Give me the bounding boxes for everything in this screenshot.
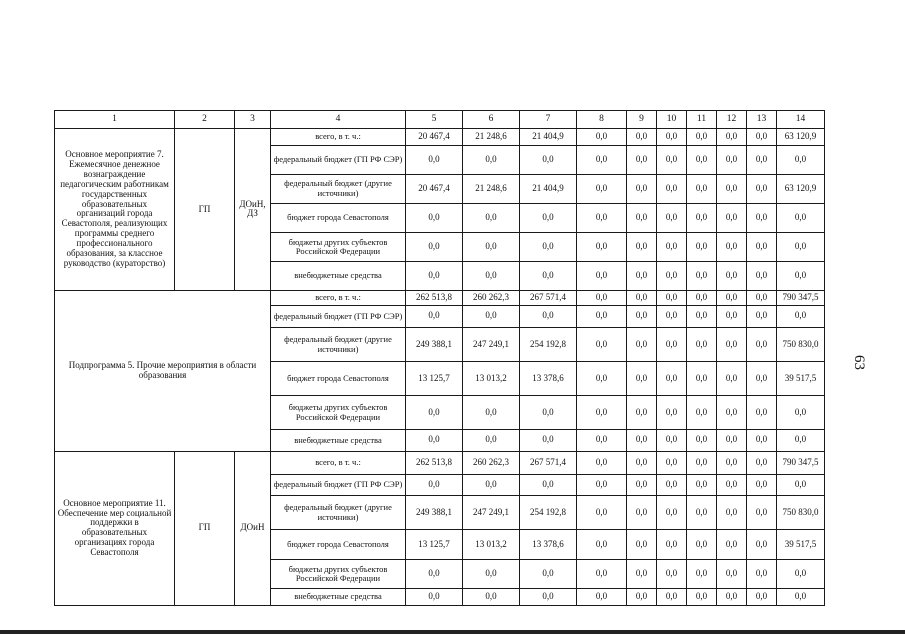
value-cell: 0,0: [747, 290, 777, 305]
value-cell: 0,0: [747, 305, 777, 327]
value-cell: 254 192,8: [520, 496, 577, 530]
table-row: [55, 290, 825, 305]
value-cell: 750 830,0: [777, 328, 825, 362]
value-cell: 0,0: [777, 430, 825, 451]
value-cell: 0,0: [406, 262, 463, 291]
value-cell: 0,0: [627, 496, 657, 530]
funding-source: всего, в т. ч.:: [271, 129, 406, 146]
value-cell: 0,0: [406, 588, 463, 605]
responsible-code: ГП: [175, 451, 235, 605]
funding-source: внебюджетные средства: [271, 430, 406, 451]
value-cell: 0,0: [627, 588, 657, 605]
value-cell: 0,0: [577, 560, 627, 589]
value-cell: 0,0: [463, 560, 520, 589]
funding-source: всего, в т. ч.:: [271, 451, 406, 474]
value-cell: 0,0: [657, 305, 687, 327]
value-cell: 0,0: [520, 560, 577, 589]
section-title: Основное мероприятие 11. Обеспечение мер социальной поддержки в образовательных организациях города Севастополя: [55, 451, 175, 605]
value-cell: 260 262,3: [463, 451, 520, 474]
value-cell: 0,0: [577, 451, 627, 474]
value-cell: 0,0: [577, 430, 627, 451]
value-cell: 0,0: [577, 290, 627, 305]
value-cell: 0,0: [577, 129, 627, 146]
value-cell: 0,0: [627, 430, 657, 451]
value-cell: 0,0: [687, 174, 717, 203]
header-cell: 9: [627, 111, 657, 129]
value-cell: 0,0: [717, 396, 747, 430]
value-cell: 0,0: [406, 305, 463, 327]
value-cell: 0,0: [777, 474, 825, 495]
funding-source: внебюджетные средства: [271, 588, 406, 605]
value-cell: 0,0: [577, 203, 627, 233]
value-cell: 0,0: [777, 203, 825, 233]
value-cell: 0,0: [717, 290, 747, 305]
value-cell: 0,0: [717, 430, 747, 451]
value-cell: 0,0: [577, 396, 627, 430]
value-cell: 13 378,6: [520, 362, 577, 396]
executor: ДОиН, ДЗ: [235, 129, 271, 291]
value-cell: 0,0: [463, 430, 520, 451]
value-cell: 0,0: [577, 262, 627, 291]
value-cell: 0,0: [657, 496, 687, 530]
value-cell: 0,0: [627, 262, 657, 291]
value-cell: 0,0: [717, 328, 747, 362]
value-cell: 20 467,4: [406, 174, 463, 203]
value-cell: 13 378,6: [520, 530, 577, 560]
value-cell: 0,0: [687, 203, 717, 233]
value-cell: 0,0: [463, 305, 520, 327]
value-cell: 249 388,1: [406, 328, 463, 362]
value-cell: 0,0: [520, 146, 577, 175]
value-cell: 0,0: [777, 560, 825, 589]
responsible-code: ГП: [175, 129, 235, 291]
value-cell: 0,0: [627, 328, 657, 362]
value-cell: 0,0: [657, 588, 687, 605]
value-cell: 0,0: [747, 560, 777, 589]
funding-source: бюджет города Севастополя: [271, 362, 406, 396]
value-cell: 0,0: [657, 174, 687, 203]
value-cell: 0,0: [627, 129, 657, 146]
value-cell: 0,0: [747, 203, 777, 233]
page-number: 63: [851, 355, 867, 370]
section-title: Подпрограмма 5. Прочие мероприятия в области образования: [55, 290, 271, 451]
funding-source: федеральный бюджет (другие источники): [271, 328, 406, 362]
funding-source: федеральный бюджет (ГП РФ СЭР): [271, 146, 406, 175]
funding-source: бюджеты других субъектов Российской Федерации: [271, 396, 406, 430]
value-cell: 0,0: [747, 588, 777, 605]
value-cell: 0,0: [577, 328, 627, 362]
header-cell: 1: [55, 111, 175, 129]
value-cell: 0,0: [520, 430, 577, 451]
header-cell: 10: [657, 111, 687, 129]
funding-source: бюджет города Севастополя: [271, 203, 406, 233]
value-cell: 0,0: [463, 396, 520, 430]
value-cell: 0,0: [717, 496, 747, 530]
value-cell: 0,0: [627, 451, 657, 474]
value-cell: 0,0: [687, 129, 717, 146]
value-cell: 0,0: [687, 560, 717, 589]
value-cell: 0,0: [777, 588, 825, 605]
value-cell: 0,0: [717, 451, 747, 474]
value-cell: 0,0: [747, 451, 777, 474]
value-cell: 0,0: [463, 233, 520, 262]
section-title: Основное мероприятие 7. Ежемесячное денежное вознаграждение педагогическим работникам государственных образовательных организаций города Севастополя, реализующих программы среднего профессионального образования, за классное руководство (кураторство): [55, 129, 175, 291]
value-cell: 0,0: [777, 233, 825, 262]
value-cell: 13 125,7: [406, 530, 463, 560]
value-cell: 0,0: [747, 146, 777, 175]
value-cell: 39 517,5: [777, 362, 825, 396]
value-cell: 0,0: [577, 362, 627, 396]
funding-source: федеральный бюджет (ГП РФ СЭР): [271, 305, 406, 327]
value-cell: 21 404,9: [520, 174, 577, 203]
value-cell: 0,0: [657, 233, 687, 262]
value-cell: 0,0: [717, 588, 747, 605]
header-cell: 4: [271, 111, 406, 129]
value-cell: 0,0: [717, 233, 747, 262]
value-cell: 0,0: [627, 305, 657, 327]
value-cell: 0,0: [406, 430, 463, 451]
funding-source: внебюджетные средства: [271, 262, 406, 291]
value-cell: 0,0: [747, 430, 777, 451]
value-cell: 260 262,3: [463, 290, 520, 305]
header-cell: 7: [520, 111, 577, 129]
value-cell: 0,0: [577, 174, 627, 203]
value-cell: 0,0: [627, 474, 657, 495]
value-cell: 247 249,1: [463, 328, 520, 362]
value-cell: 0,0: [627, 560, 657, 589]
value-cell: 0,0: [687, 474, 717, 495]
value-cell: 262 513,8: [406, 451, 463, 474]
value-cell: 0,0: [717, 262, 747, 291]
value-cell: 20 467,4: [406, 129, 463, 146]
value-cell: 247 249,1: [463, 496, 520, 530]
value-cell: 0,0: [627, 146, 657, 175]
value-cell: 0,0: [717, 560, 747, 589]
value-cell: 0,0: [463, 588, 520, 605]
table-row: [55, 451, 825, 474]
value-cell: 0,0: [777, 396, 825, 430]
value-cell: 0,0: [747, 530, 777, 560]
value-cell: 0,0: [687, 396, 717, 430]
value-cell: 13 125,7: [406, 362, 463, 396]
value-cell: 0,0: [777, 146, 825, 175]
value-cell: 0,0: [627, 530, 657, 560]
header-cell: 8: [577, 111, 627, 129]
value-cell: 0,0: [717, 530, 747, 560]
header-cell: 2: [175, 111, 235, 129]
value-cell: 0,0: [657, 203, 687, 233]
value-cell: 0,0: [627, 203, 657, 233]
value-cell: 0,0: [777, 262, 825, 291]
value-cell: 0,0: [657, 262, 687, 291]
value-cell: 0,0: [406, 203, 463, 233]
value-cell: 0,0: [717, 203, 747, 233]
value-cell: 0,0: [657, 290, 687, 305]
value-cell: 13 013,2: [463, 530, 520, 560]
scan-edge: [0, 630, 905, 634]
value-cell: 0,0: [687, 146, 717, 175]
funding-source: всего, в т. ч.:: [271, 290, 406, 305]
value-cell: 0,0: [520, 262, 577, 291]
value-cell: 0,0: [657, 474, 687, 495]
value-cell: 0,0: [463, 474, 520, 495]
value-cell: 0,0: [627, 396, 657, 430]
header-cell: 5: [406, 111, 463, 129]
value-cell: 0,0: [577, 305, 627, 327]
value-cell: 0,0: [687, 530, 717, 560]
value-cell: 0,0: [747, 362, 777, 396]
value-cell: 0,0: [687, 305, 717, 327]
value-cell: 0,0: [747, 474, 777, 495]
value-cell: 0,0: [657, 362, 687, 396]
value-cell: 0,0: [406, 560, 463, 589]
header-cell: 6: [463, 111, 520, 129]
value-cell: 63 120,9: [777, 129, 825, 146]
value-cell: 0,0: [463, 262, 520, 291]
value-cell: 0,0: [577, 530, 627, 560]
value-cell: 0,0: [520, 474, 577, 495]
value-cell: 0,0: [657, 328, 687, 362]
value-cell: 0,0: [406, 233, 463, 262]
value-cell: 0,0: [717, 146, 747, 175]
value-cell: 0,0: [657, 560, 687, 589]
value-cell: 0,0: [577, 474, 627, 495]
value-cell: 0,0: [657, 396, 687, 430]
value-cell: 254 192,8: [520, 328, 577, 362]
table-body: [55, 111, 825, 606]
value-cell: 0,0: [687, 233, 717, 262]
funding-source: бюджеты других субъектов Российской Федерации: [271, 233, 406, 262]
value-cell: 0,0: [687, 290, 717, 305]
value-cell: 0,0: [406, 146, 463, 175]
value-cell: 0,0: [687, 588, 717, 605]
value-cell: 0,0: [777, 305, 825, 327]
funding-source: бюджет города Севастополя: [271, 530, 406, 560]
value-cell: 0,0: [657, 451, 687, 474]
value-cell: 750 830,0: [777, 496, 825, 530]
value-cell: 0,0: [657, 129, 687, 146]
header-cell: 12: [717, 111, 747, 129]
value-cell: 0,0: [747, 496, 777, 530]
value-cell: 0,0: [520, 396, 577, 430]
value-cell: 0,0: [687, 496, 717, 530]
funding-source: федеральный бюджет (другие источники): [271, 174, 406, 203]
value-cell: 0,0: [747, 174, 777, 203]
value-cell: 262 513,8: [406, 290, 463, 305]
value-cell: 0,0: [747, 262, 777, 291]
header-row: [55, 111, 825, 129]
value-cell: 13 013,2: [463, 362, 520, 396]
value-cell: 0,0: [577, 233, 627, 262]
budget-table: [54, 110, 825, 606]
value-cell: 249 388,1: [406, 496, 463, 530]
value-cell: 0,0: [627, 362, 657, 396]
value-cell: 0,0: [747, 328, 777, 362]
value-cell: 0,0: [687, 430, 717, 451]
value-cell: 39 517,5: [777, 530, 825, 560]
value-cell: 21 248,6: [463, 174, 520, 203]
value-cell: 0,0: [717, 362, 747, 396]
executor: ДОиН: [235, 451, 271, 605]
value-cell: 0,0: [657, 530, 687, 560]
value-cell: 63 120,9: [777, 174, 825, 203]
value-cell: 0,0: [577, 146, 627, 175]
value-cell: 0,0: [463, 146, 520, 175]
funding-source: федеральный бюджет (ГП РФ СЭР): [271, 474, 406, 495]
value-cell: 267 571,4: [520, 290, 577, 305]
value-cell: 21 248,6: [463, 129, 520, 146]
value-cell: 0,0: [687, 451, 717, 474]
value-cell: 0,0: [406, 396, 463, 430]
value-cell: 0,0: [717, 474, 747, 495]
value-cell: 0,0: [687, 262, 717, 291]
header-cell: 14: [777, 111, 825, 129]
value-cell: 0,0: [687, 362, 717, 396]
value-cell: 0,0: [520, 305, 577, 327]
value-cell: 0,0: [657, 146, 687, 175]
value-cell: 0,0: [406, 474, 463, 495]
funding-source: бюджеты других субъектов Российской Федерации: [271, 560, 406, 589]
value-cell: 0,0: [520, 233, 577, 262]
value-cell: 0,0: [627, 174, 657, 203]
value-cell: 0,0: [747, 396, 777, 430]
value-cell: 0,0: [657, 430, 687, 451]
value-cell: 0,0: [747, 233, 777, 262]
funding-source: федеральный бюджет (другие источники): [271, 496, 406, 530]
value-cell: 0,0: [717, 305, 747, 327]
value-cell: 0,0: [463, 203, 520, 233]
value-cell: 0,0: [520, 588, 577, 605]
header-cell: 13: [747, 111, 777, 129]
value-cell: 267 571,4: [520, 451, 577, 474]
value-cell: 0,0: [747, 129, 777, 146]
table-row: [55, 129, 825, 146]
value-cell: 0,0: [577, 496, 627, 530]
value-cell: 790 347,5: [777, 451, 825, 474]
value-cell: 21 404,9: [520, 129, 577, 146]
header-cell: 3: [235, 111, 271, 129]
value-cell: 790 347,5: [777, 290, 825, 305]
value-cell: 0,0: [520, 203, 577, 233]
value-cell: 0,0: [627, 233, 657, 262]
value-cell: 0,0: [717, 174, 747, 203]
value-cell: 0,0: [577, 588, 627, 605]
header-cell: 11: [687, 111, 717, 129]
value-cell: 0,0: [717, 129, 747, 146]
value-cell: 0,0: [627, 290, 657, 305]
value-cell: 0,0: [687, 328, 717, 362]
